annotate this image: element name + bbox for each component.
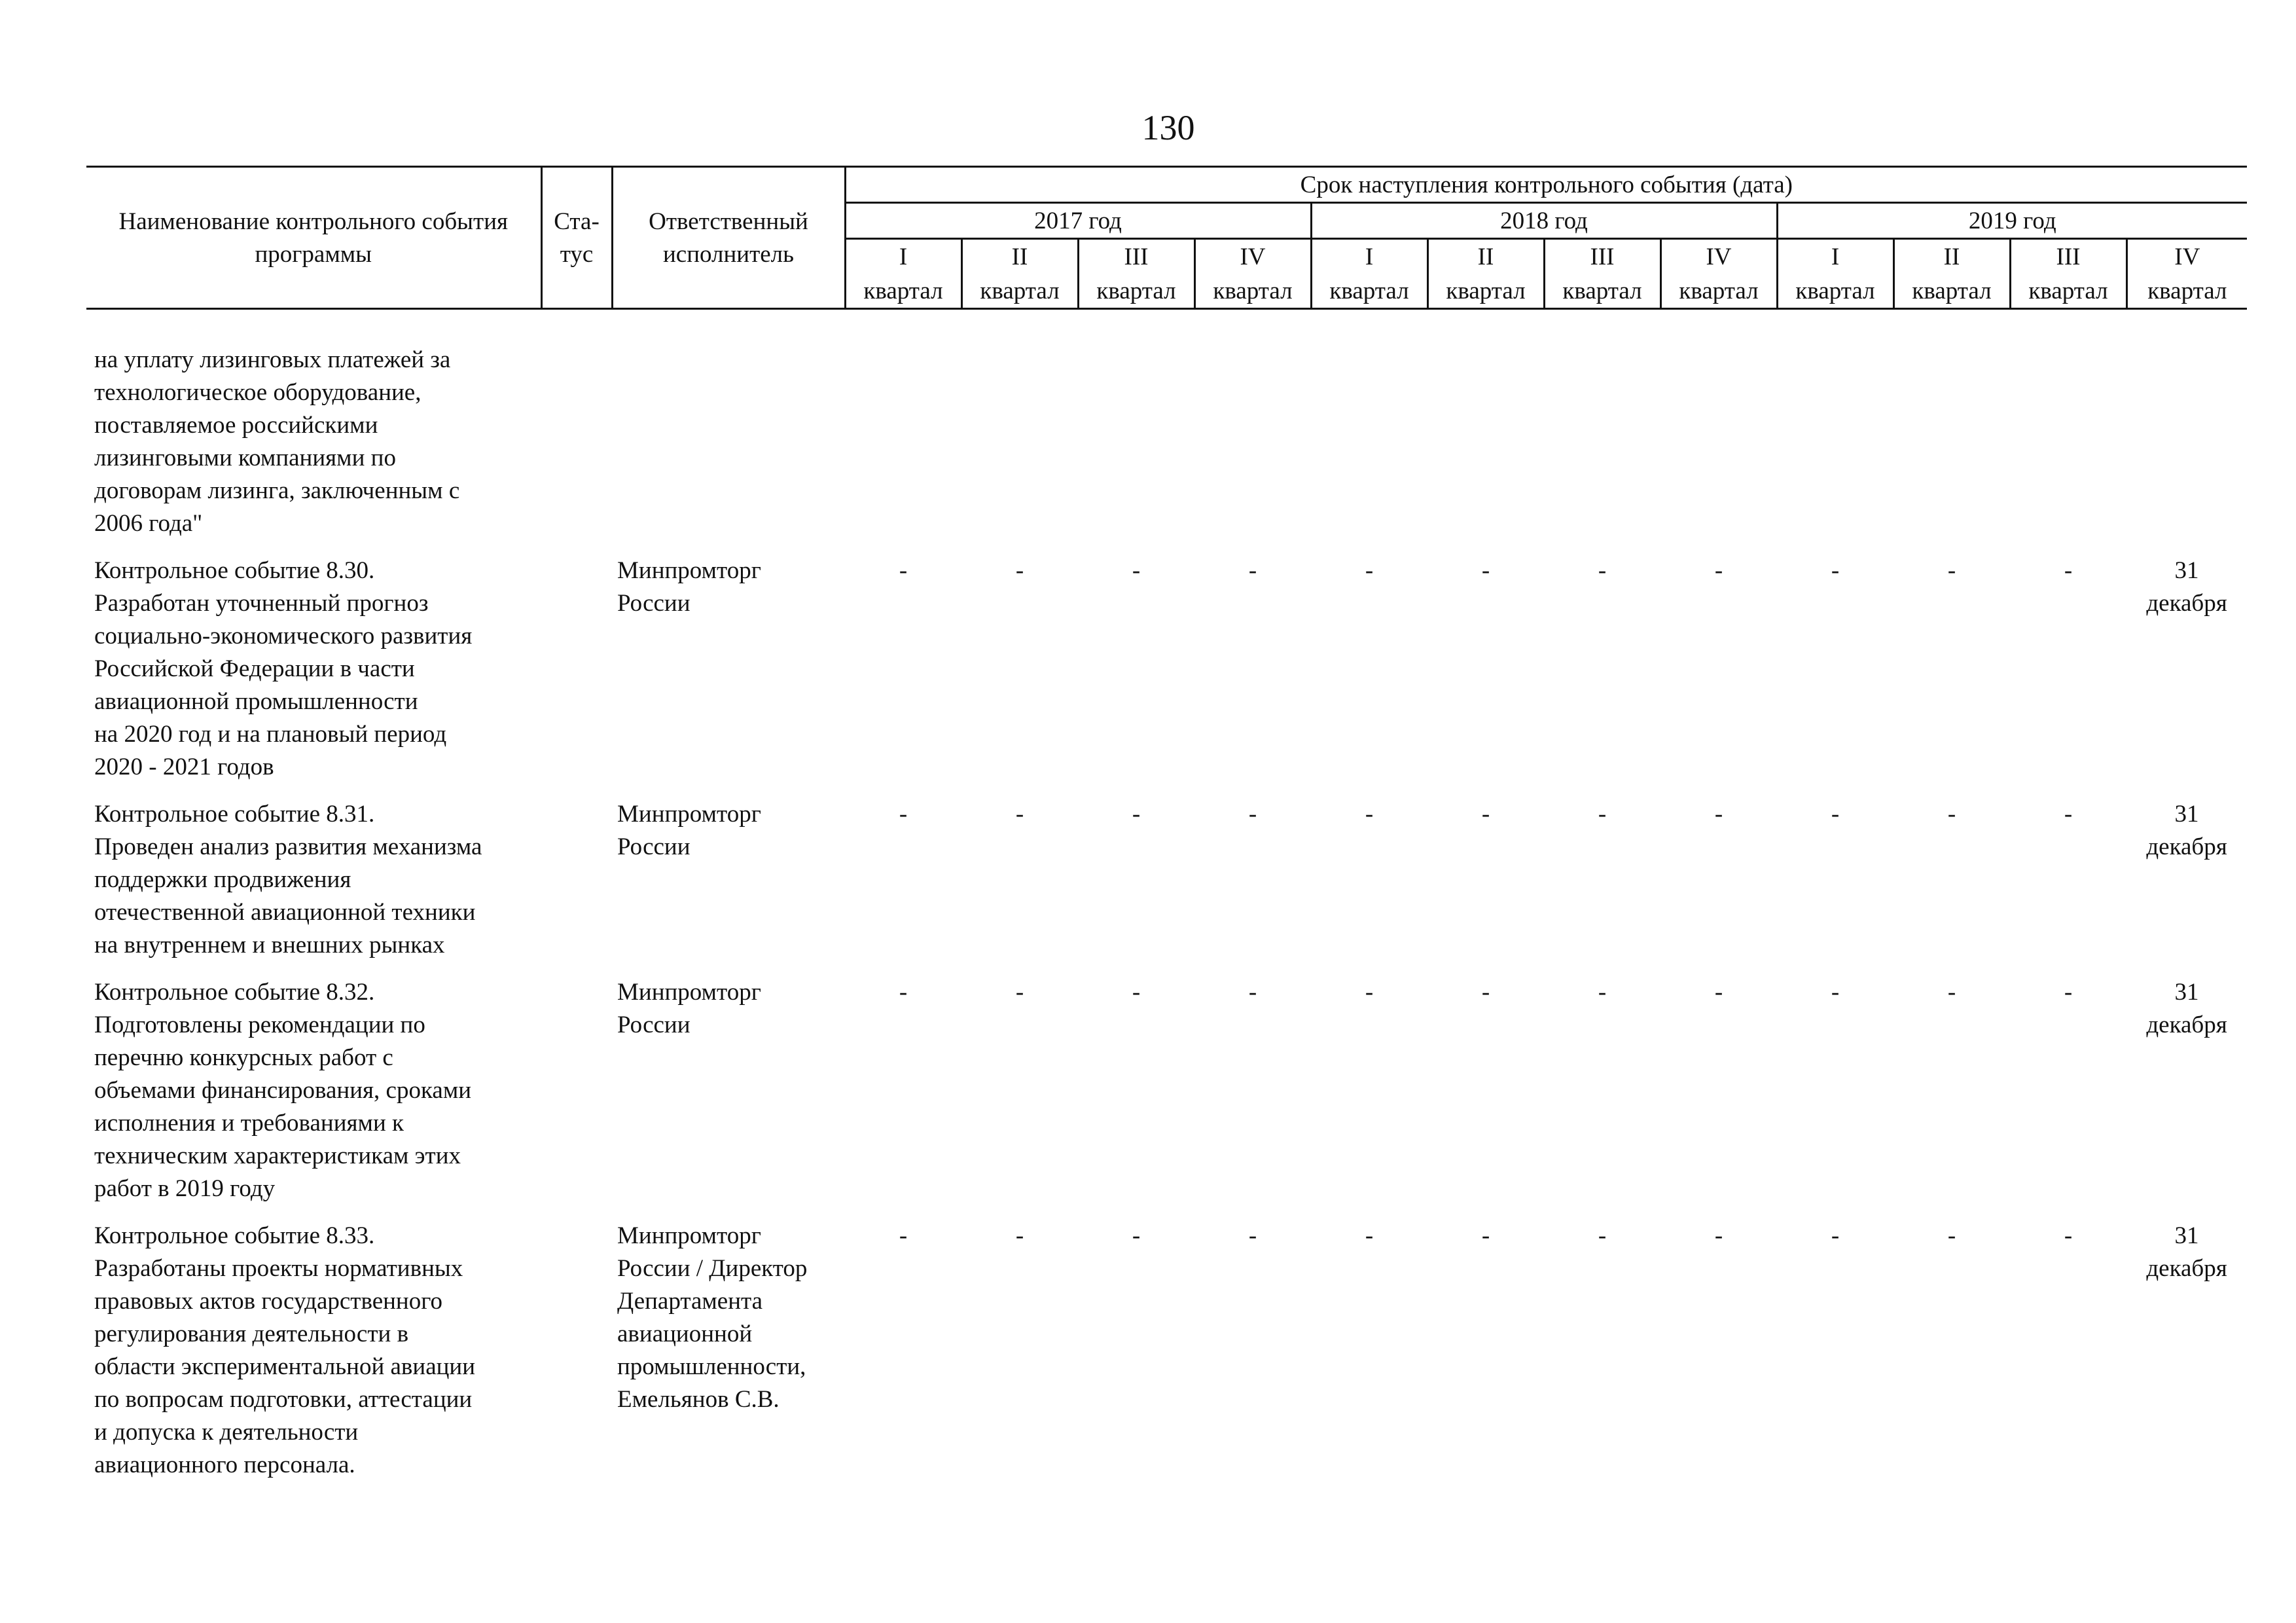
event-name-line: Российской Федерации в части <box>94 655 415 682</box>
quarter-cell-6: - <box>1481 557 1490 584</box>
event-name-line: техническим характеристикам этих <box>94 1142 461 1169</box>
quarter-cell-2: - <box>1015 1222 1024 1249</box>
event-name-line: 2020 - 2021 годов <box>94 754 274 780</box>
quarter-cell-8: - <box>1714 979 1723 1006</box>
header-quarter-word-7: квартал <box>1544 274 1660 309</box>
event-name-line: технологическое оборудование, <box>94 379 422 406</box>
quarter-cell-3: - <box>1132 1222 1141 1249</box>
status-cell <box>541 798 612 962</box>
table-row <box>86 344 2247 540</box>
header-quarter-6: II <box>1427 239 1544 274</box>
quarter-cell-12 <box>2126 976 2247 1205</box>
header-responsible-line-1: Ответственный <box>649 208 808 235</box>
event-name-line: социально-экономического развития <box>94 623 473 649</box>
quarter-cell-8: - <box>1714 1222 1723 1249</box>
event-name-line: Контрольное событие 8.32. <box>94 979 375 1006</box>
header-event-name <box>86 167 541 309</box>
header-quarter-word-5: квартал <box>1311 274 1427 309</box>
header-quarter-2: II <box>961 239 1078 274</box>
event-name-line: Контрольное событие 8.30. <box>94 557 375 584</box>
quarter-cell-3: - <box>1132 801 1141 828</box>
quarter-cell-3: - <box>1132 979 1141 1006</box>
quarter-cell-10: - <box>1947 1222 1956 1249</box>
header-quarter-word-3: квартал <box>1078 274 1194 309</box>
quarter-cell-11: - <box>2064 979 2073 1006</box>
control-events-table <box>86 166 2247 1496</box>
header-quarter-11: III <box>2010 239 2126 274</box>
quarter-cell-7 <box>1544 344 1660 540</box>
quarter-cell-10 <box>1893 344 2010 540</box>
event-name-line: области экспериментальной авиации <box>94 1353 476 1380</box>
quarter-cell-10: - <box>1947 557 1956 584</box>
quarter-cell-7: - <box>1598 801 1607 828</box>
quarter-cell-8: - <box>1714 801 1723 828</box>
header-status <box>541 167 612 309</box>
row-spacer <box>86 1482 2247 1496</box>
quarter-cell-2: - <box>1015 557 1024 584</box>
event-name-cell <box>86 1220 541 1482</box>
event-name-line: и допуска к деятельности <box>94 1419 359 1446</box>
responsible-line: промышленности, <box>617 1353 806 1380</box>
status-cell <box>541 1220 612 1482</box>
quarter-cell-5: - <box>1365 979 1374 1006</box>
header-quarter-8: IV <box>1660 239 1777 274</box>
event-name-line: отечественной авиационной техники <box>94 899 476 926</box>
deadline-date-line: декабря <box>2146 833 2227 860</box>
quarter-cell-11 <box>2010 344 2126 540</box>
quarter-cell-8 <box>1660 344 1777 540</box>
quarter-cell-5: - <box>1365 557 1374 584</box>
quarter-cell-8: - <box>1714 557 1723 584</box>
responsible-cell <box>612 344 845 540</box>
header-year-2017: 2017 год <box>845 203 1311 239</box>
responsible-line: Минпромторг <box>617 1222 761 1249</box>
row-spacer <box>86 784 2247 798</box>
header-year-2019: 2019 год <box>1777 203 2247 239</box>
responsible-line: Минпромторг <box>617 979 761 1006</box>
header-quarter-word-12: квартал <box>2126 274 2247 309</box>
quarter-cell-5: - <box>1365 801 1374 828</box>
event-name-line: поставляемое российскими <box>94 412 378 439</box>
deadline-date-line: декабря <box>2146 1255 2227 1282</box>
quarter-cell-12 <box>2126 344 2247 540</box>
header-responsible <box>612 167 845 309</box>
event-name-line: на 2020 год и на плановый период <box>94 721 447 748</box>
header-quarter-word-11: квартал <box>2010 274 2126 309</box>
responsible-line: Минпромторг <box>617 801 761 828</box>
event-name-line: регулирования деятельности в <box>94 1321 409 1347</box>
quarter-cell-10: - <box>1947 801 1956 828</box>
deadline-date-line: декабря <box>2146 1012 2227 1038</box>
event-name-cell <box>86 344 541 540</box>
event-name-line: Разработан уточненный прогноз <box>94 590 429 617</box>
header-quarter-4: IV <box>1194 239 1311 274</box>
quarter-cell-4 <box>1194 344 1311 540</box>
status-cell <box>541 344 612 540</box>
quarter-cell-6 <box>1427 344 1544 540</box>
table-header <box>86 167 2247 309</box>
quarter-cell-2 <box>961 344 1078 540</box>
quarter-cell-1: - <box>899 1222 908 1249</box>
header-quarter-word-9: квартал <box>1777 274 1893 309</box>
header-quarter-7: III <box>1544 239 1660 274</box>
event-name-line: поддержки продвижения <box>94 866 351 893</box>
row-spacer <box>86 540 2247 555</box>
deadline-date-line: 31 <box>2174 557 2199 584</box>
deadline-date-line: 31 <box>2174 801 2199 828</box>
quarter-cell-2: - <box>1015 979 1024 1006</box>
header-gap-cell <box>86 309 2247 344</box>
header-quarter-5: I <box>1311 239 1427 274</box>
responsible-line: России / Директор <box>617 1255 808 1282</box>
header-quarter-10: II <box>1893 239 2010 274</box>
responsible-line: Департамента <box>617 1288 763 1315</box>
row-spacer-cell <box>86 784 2247 798</box>
event-name-line: Проведен анализ развития механизма <box>94 833 482 860</box>
quarter-cell-4: - <box>1248 801 1257 828</box>
header-quarter-1: I <box>845 239 961 274</box>
page-number: 130 <box>1141 108 1195 147</box>
row-spacer <box>86 962 2247 976</box>
quarter-cell-9: - <box>1831 557 1840 584</box>
event-name-line: Разработаны проекты нормативных <box>94 1255 463 1282</box>
table-row <box>86 555 2247 784</box>
header-quarter-word-2: квартал <box>961 274 1078 309</box>
responsible-cell <box>612 1220 845 1482</box>
row-spacer-cell <box>86 962 2247 976</box>
table-row <box>86 1220 2247 1482</box>
header-status-line-2: тус <box>560 241 594 268</box>
header-quarter-word-1: квартал <box>845 274 961 309</box>
quarter-cell-3 <box>1078 344 1194 540</box>
quarter-cell-12 <box>2126 798 2247 962</box>
header-quarter-12: IV <box>2126 239 2247 274</box>
event-name-line: Контрольное событие 8.31. <box>94 801 375 828</box>
deadline-date-line: декабря <box>2146 590 2227 617</box>
responsible-cell <box>612 798 845 962</box>
header-deadline: Срок наступления контрольного события (дата) <box>845 167 2247 203</box>
quarter-cell-9: - <box>1831 1222 1840 1249</box>
quarter-cell-7: - <box>1598 979 1607 1006</box>
quarter-cell-9: - <box>1831 979 1840 1006</box>
quarter-cell-11: - <box>2064 1222 2073 1249</box>
quarter-cell-7: - <box>1598 1222 1607 1249</box>
event-name-line: лизинговыми компаниями по <box>94 445 396 471</box>
quarter-cell-1: - <box>899 979 908 1006</box>
quarter-cell-4: - <box>1248 979 1257 1006</box>
event-name-cell <box>86 798 541 962</box>
quarter-cell-1 <box>845 344 961 540</box>
event-name-line: договорам лизинга, заключенным с <box>94 477 460 504</box>
event-name-line: Подготовлены рекомендации по <box>94 1012 425 1038</box>
quarter-cell-11: - <box>2064 557 2073 584</box>
responsible-line: России <box>617 1012 691 1038</box>
responsible-line: авиационной <box>617 1321 753 1347</box>
quarter-cell-4: - <box>1248 557 1257 584</box>
responsible-cell <box>612 976 845 1205</box>
table-body <box>86 309 2247 1497</box>
header-status-line-1: Ста- <box>554 208 600 235</box>
quarter-cell-3: - <box>1132 557 1141 584</box>
header-year-2018: 2018 год <box>1311 203 1777 239</box>
event-name-cell <box>86 555 541 784</box>
quarter-cell-10: - <box>1947 979 1956 1006</box>
event-name-line: правовых актов государственного <box>94 1288 442 1315</box>
row-spacer <box>86 1205 2247 1220</box>
event-name-line: 2006 года" <box>94 510 203 537</box>
responsible-line: России <box>617 590 691 617</box>
event-name-line: на внутреннем и внешних рынках <box>94 932 445 958</box>
event-name-cell <box>86 976 541 1205</box>
header-quarter-9: I <box>1777 239 1893 274</box>
quarter-cell-5: - <box>1365 1222 1374 1249</box>
table-row <box>86 798 2247 962</box>
quarter-cell-1: - <box>899 557 908 584</box>
quarter-cell-6: - <box>1481 979 1490 1006</box>
responsible-line: Емельянов С.В. <box>617 1386 780 1413</box>
header-quarter-word-8: квартал <box>1660 274 1777 309</box>
responsible-cell <box>612 555 845 784</box>
quarter-cell-6: - <box>1481 801 1490 828</box>
quarter-cell-12 <box>2126 555 2247 784</box>
header-quarter-3: III <box>1078 239 1194 274</box>
deadline-date-line: 31 <box>2174 1222 2199 1249</box>
event-name-line: работ в 2019 году <box>94 1175 276 1202</box>
quarter-cell-9 <box>1777 344 1893 540</box>
header-event-name-line-2: программы <box>255 241 372 268</box>
table-row <box>86 976 2247 1205</box>
event-name-line: объемами финансирования, сроками <box>94 1077 472 1104</box>
quarter-cell-9: - <box>1831 801 1840 828</box>
header-quarter-word-4: квартал <box>1194 274 1311 309</box>
quarter-cell-11: - <box>2064 801 2073 828</box>
quarter-cell-4: - <box>1248 1222 1257 1249</box>
quarter-cell-7: - <box>1598 557 1607 584</box>
deadline-date-line: 31 <box>2174 979 2199 1006</box>
event-name-line: авиационной промышленности <box>94 688 418 715</box>
row-spacer-cell <box>86 1205 2247 1220</box>
status-cell <box>541 976 612 1205</box>
event-name-line: на уплату лизинговых платежей за <box>94 346 451 373</box>
header-responsible-line-2: исполнитель <box>662 241 795 268</box>
event-name-line: по вопросам подготовки, аттестации <box>94 1386 473 1413</box>
status-cell <box>541 555 612 784</box>
header-gap-row <box>86 309 2247 344</box>
header-quarter-word-10: квартал <box>1893 274 2010 309</box>
quarter-cell-2: - <box>1015 801 1024 828</box>
quarter-cell-1: - <box>899 801 908 828</box>
row-spacer-cell <box>86 1482 2247 1496</box>
quarter-cell-6: - <box>1481 1222 1490 1249</box>
event-name-line: исполнения и требованиями к <box>94 1110 404 1137</box>
quarter-cell-5 <box>1311 344 1427 540</box>
quarter-cell-12 <box>2126 1220 2247 1482</box>
header-quarter-word-6: квартал <box>1427 274 1544 309</box>
event-name-line: перечню конкурсных работ с <box>94 1044 393 1071</box>
row-spacer-cell <box>86 540 2247 555</box>
responsible-line: России <box>617 833 691 860</box>
event-name-line: авиационного персонала. <box>94 1451 355 1478</box>
header-event-name-line-1: Наименование контрольного события <box>118 208 509 235</box>
event-name-line: Контрольное событие 8.33. <box>94 1222 375 1249</box>
responsible-line: Минпромторг <box>617 557 761 584</box>
